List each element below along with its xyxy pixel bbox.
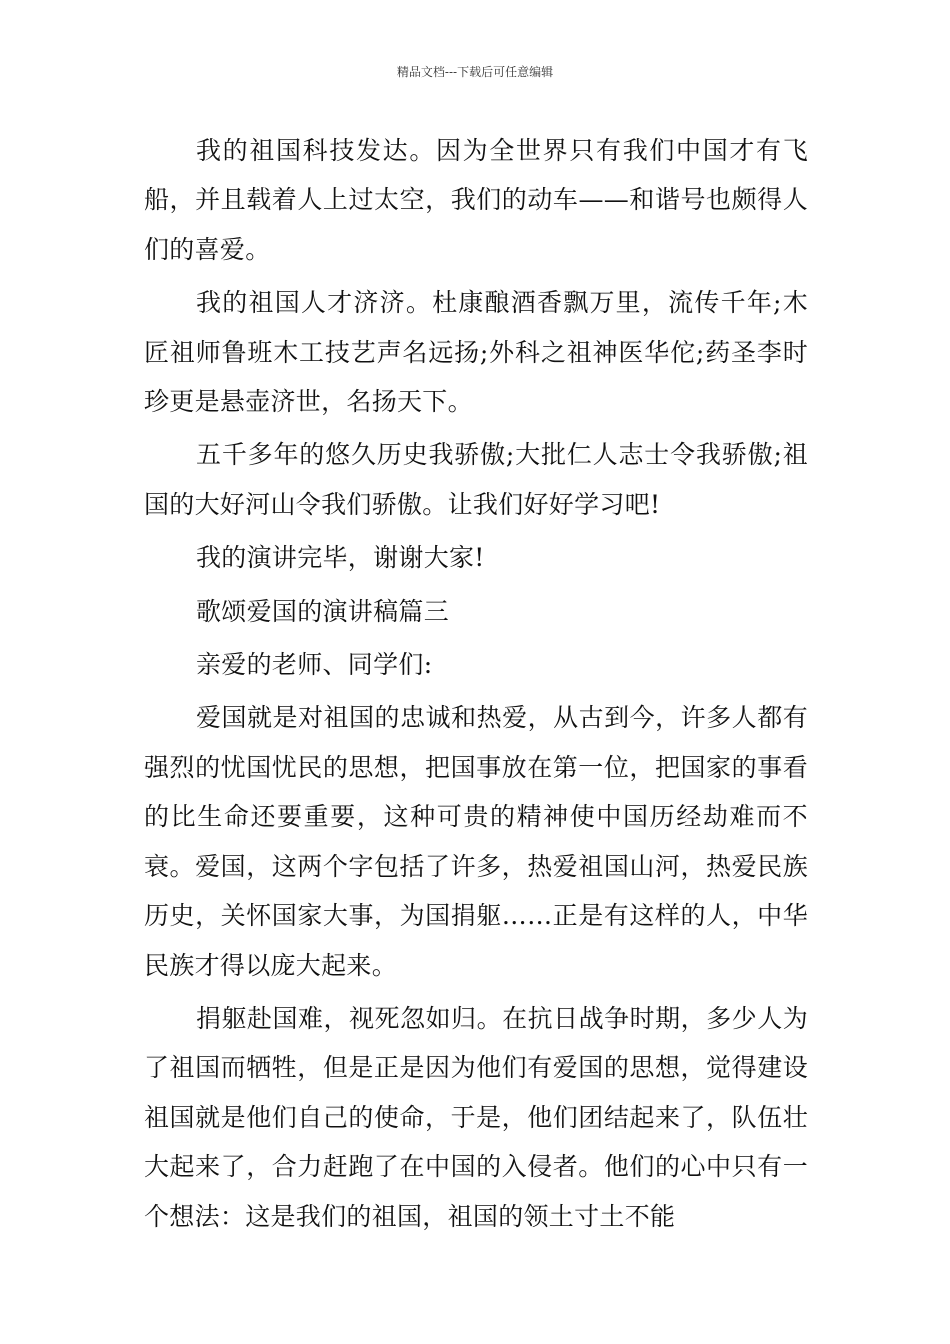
paragraph-pride: 五千多年的悠久历史我骄傲;大批仁人志士令我骄傲;祖国的大好河山令我们骄傲。让我们好好学习吧! (144, 440, 808, 519)
paragraph-patriotism: 爱国就是对祖国的忠诚和热爱，从古到今，许多人都有强烈的忧国忧民的思想，把国事放在第一位，把国家的事看的比生命还要重要，这种可贵的精神使中国历经劫难而不衰。爱国，这两个字包括了许多，热爱祖国山河，热爱民族历史，关怀国家大事，为国捐躯……正是有这样的人，中华民族才得以庞大起来。 (144, 703, 808, 980)
section-title: 歌颂爱国的演讲稿篇三 (196, 596, 450, 626)
paragraph-sacrifice: 捐躯赴国难，视死忽如归。在抗日战争时期，多少人为了祖国而牺牲，但是正是因为他们有爱国的思想，觉得建设祖国就是他们自己的使命，于是，他们团结起来了，队伍壮大起来了，合力赶跑了在中国的入侵者。他们的心中只有一个想法：这是我们的祖国，祖国的领土寸土不能 (144, 1003, 808, 1231)
page-header: 精品文档---下载后可任意编辑 (396, 65, 554, 79)
paragraph-closing: 我的演讲完毕，谢谢大家! (196, 543, 485, 573)
paragraph-technology: 我的祖国科技发达。因为全世界只有我们中国才有飞船，并且载着人上过太空，我们的动车——和谐号也颇得人们的喜爱。 (144, 136, 808, 264)
document-body (144, 126, 808, 1245)
paragraph-talent: 我的祖国人才济济。杜康酿酒香飘万里，流传千年;木匠祖师鲁班木工技艺声名远扬;外科之祖神医华佗;药圣李时珍更是悬壶济世，名扬天下。 (144, 288, 808, 417)
salutation: 亲爱的老师、同学们: (196, 650, 433, 680)
